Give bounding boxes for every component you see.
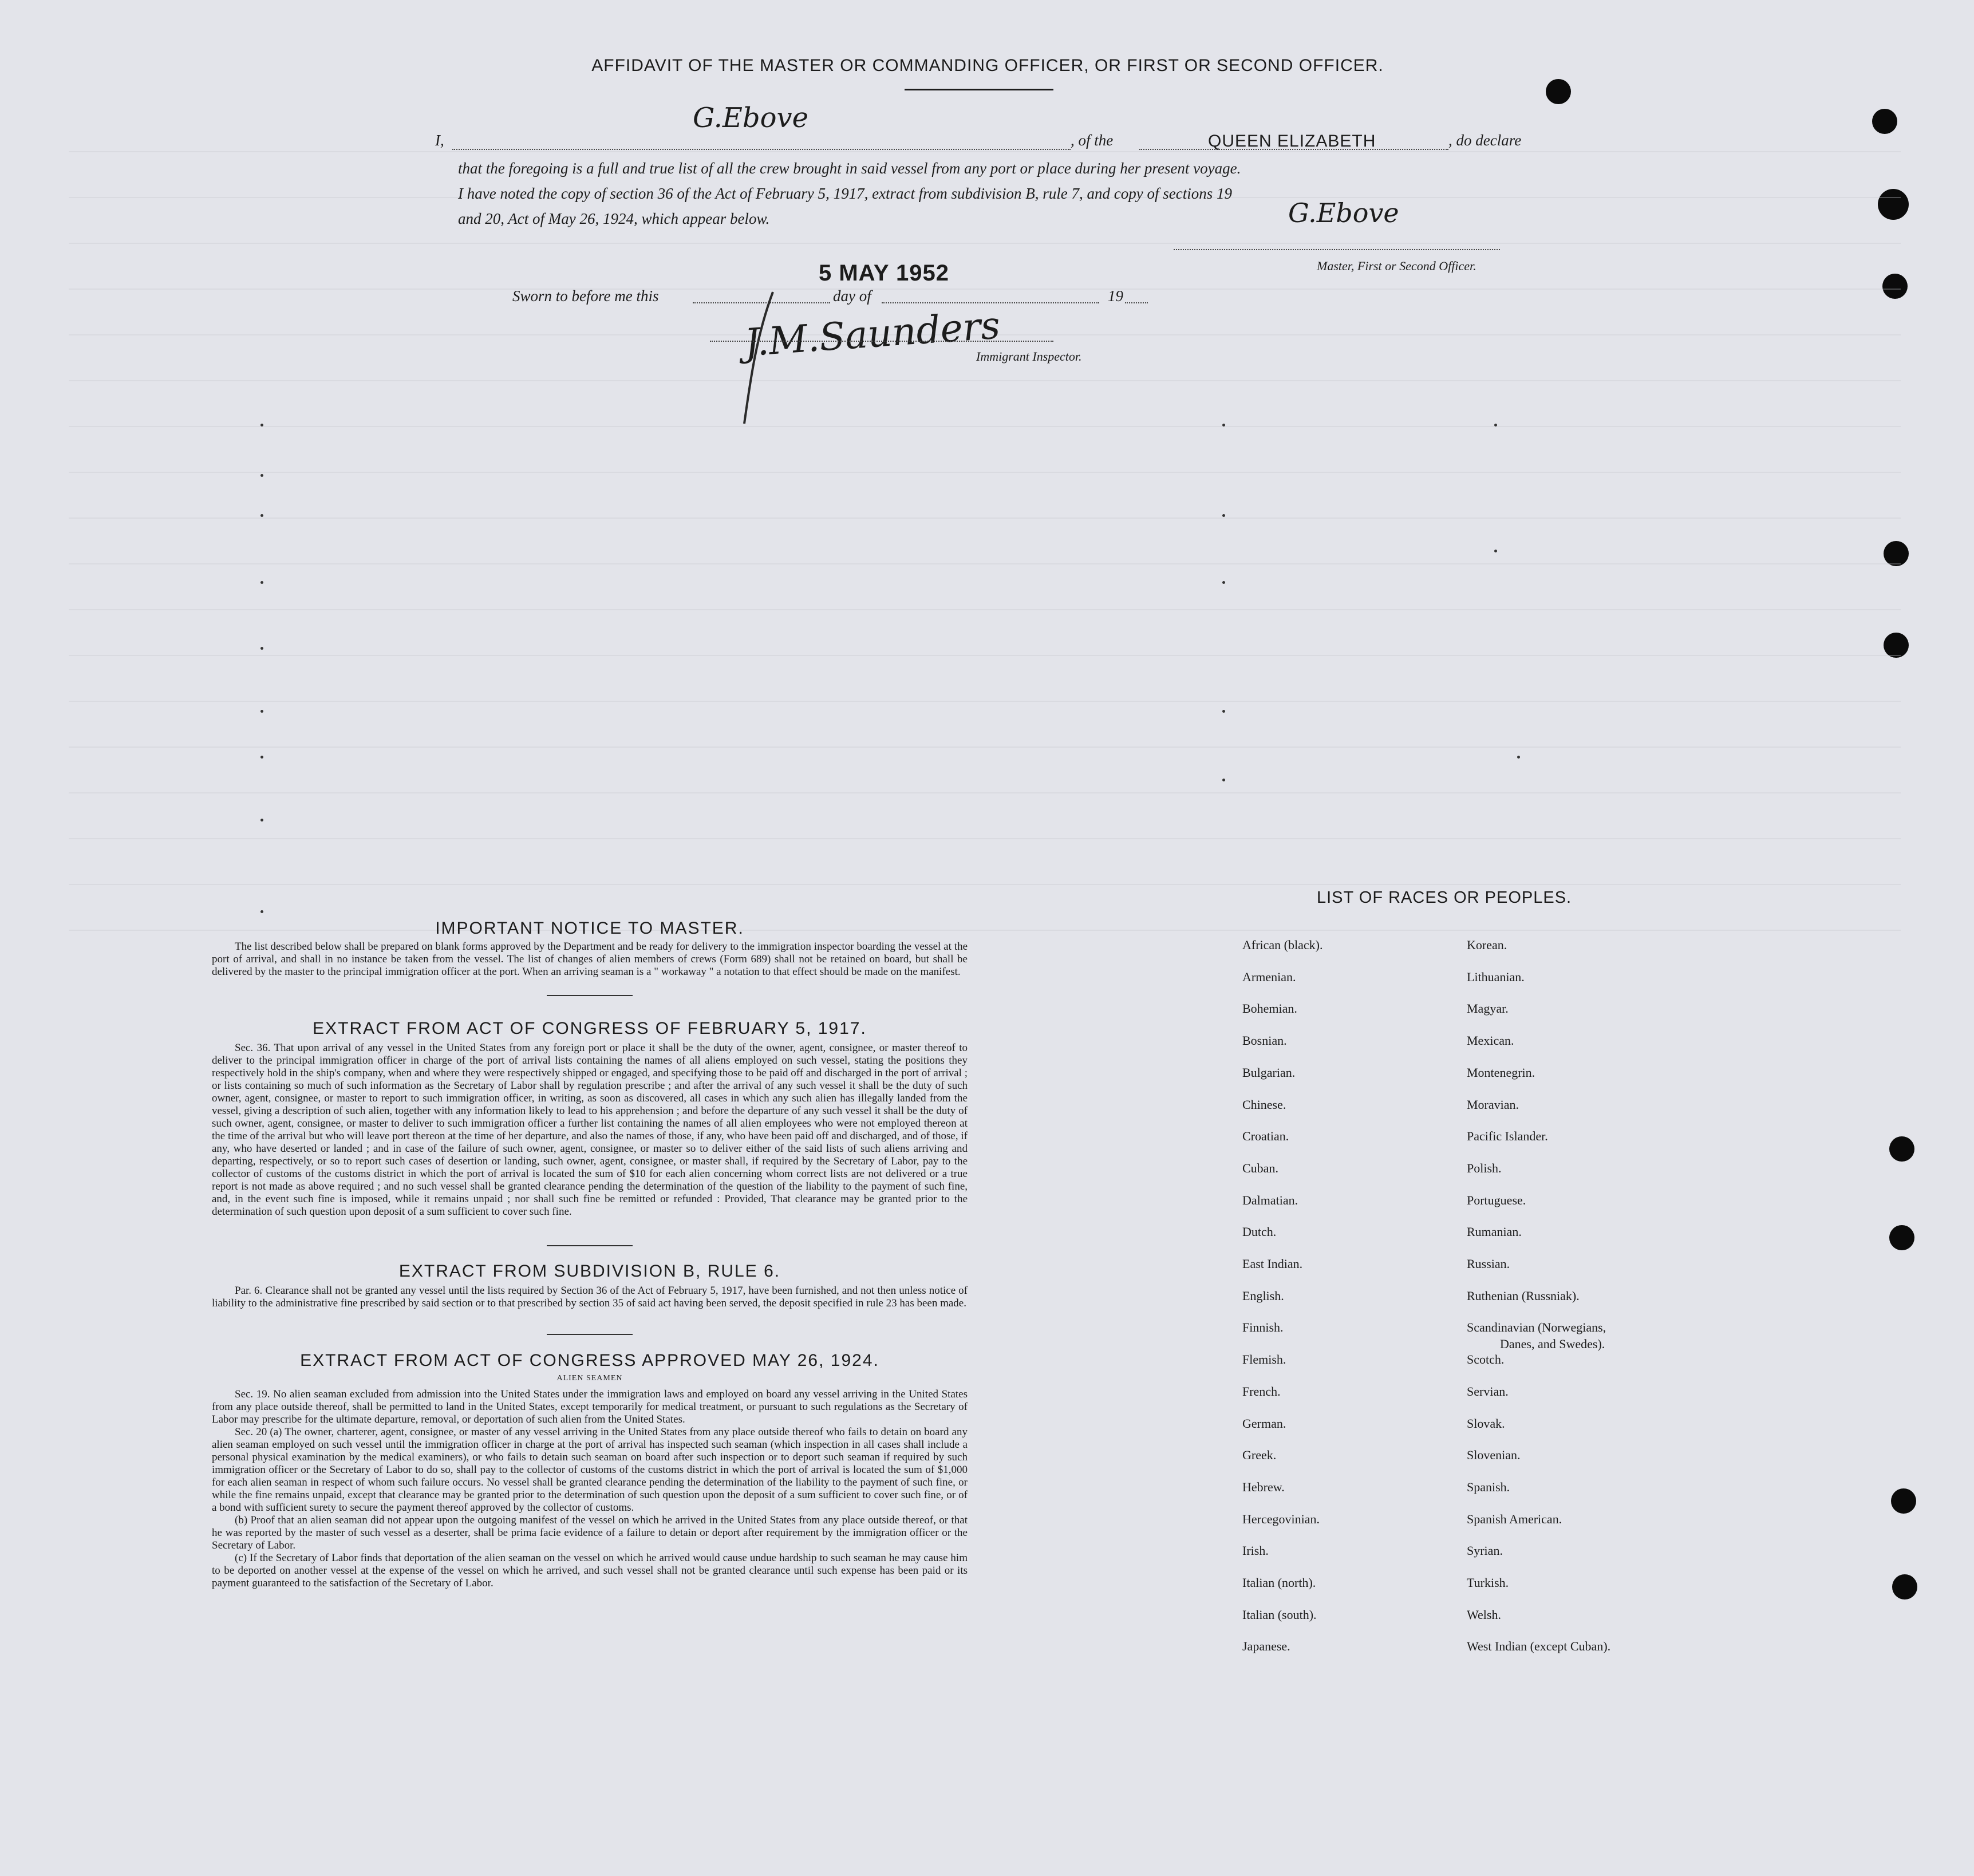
race-item: Welsh. <box>1467 1607 1501 1622</box>
race-item: Armenian. <box>1242 969 1296 984</box>
extract-1917-title: EXTRACT FROM ACT OF CONGRESS OF FEBRUARY 5, 1917. <box>313 1019 867 1038</box>
race-item: Korean. <box>1467 938 1507 952</box>
race-item: German. <box>1242 1416 1286 1431</box>
race-item: Polish. <box>1467 1160 1502 1175</box>
divider <box>547 1334 633 1335</box>
signature-flourish <box>733 286 790 435</box>
race-item: Scotch. <box>1467 1352 1505 1367</box>
race-item: Ruthenian (Russniak). <box>1467 1288 1580 1303</box>
race-item: Slovak. <box>1467 1416 1505 1431</box>
race-item: East Indian. <box>1242 1257 1303 1271</box>
year-prefix: 19 <box>1108 287 1123 305</box>
inspector-signature: J.M.Saunders <box>743 303 1002 365</box>
affidavit-line-4: and 20, Act of May 26, 1924, which appear below. <box>458 210 770 227</box>
rule6-title: EXTRACT FROM SUBDIVISION B, RULE 6. <box>398 1262 781 1281</box>
do-declare-label: , do declare <box>1448 132 1522 149</box>
punch-hole <box>1546 79 1571 104</box>
dot <box>260 581 263 584</box>
dot <box>1517 756 1520 759</box>
affidavit-line-3: I have noted the copy of section 36 of the Act of February 5, 1917, extract from subdivision B, rule 7, and copy of sections 19 <box>458 185 1232 202</box>
race-item: African (black). <box>1242 938 1323 952</box>
divider <box>547 995 633 996</box>
race-item: Portuguese. <box>1467 1192 1526 1207</box>
race-item: Scandinavian (Norwegians, <box>1467 1320 1606 1335</box>
alien-seamen-subtitle: ALIEN SEAMEN <box>556 1374 623 1383</box>
race-item: Italian (south). <box>1242 1607 1317 1622</box>
dot <box>260 474 263 477</box>
vessel-name-stamp: QUEEN ELIZABETH <box>1208 132 1376 151</box>
divider <box>547 1245 633 1246</box>
notice-title: IMPORTANT NOTICE TO MASTER. <box>435 919 744 938</box>
races-title: LIST OF RACES OR PEOPLES. <box>1317 888 1572 907</box>
race-item: Montenegrin. <box>1467 1065 1535 1080</box>
of-the-label: , of the <box>1071 132 1114 149</box>
race-item: Dalmatian. <box>1242 1192 1298 1207</box>
dot <box>260 910 263 913</box>
race-continuation: Danes, and Swedes). <box>1500 1337 1605 1351</box>
race-item: Turkish. <box>1467 1575 1509 1590</box>
dot <box>1222 779 1225 781</box>
dot <box>1494 424 1497 426</box>
race-item: Italian (north). <box>1242 1575 1316 1590</box>
title-underline <box>905 89 1053 90</box>
dot <box>260 647 263 650</box>
affidavit-i: I, <box>435 132 444 149</box>
bleed-through-texture <box>69 114 1901 973</box>
extract-1917-body: Sec. 36. That upon arrival of any vessel in the United States from any foreign port or place it shall be the duty of the owner, agent, consignee, or master thereof to deliver to the principal immigration officer in charge of the port of arrival lists containing the names of all aliens employed on such vessel, stating the positions they respectively hold in the ship's company, when and where they were respectively shipped or engaged, and specifying those to be paid off and discharged in the port of arrival ; or lists containing so much of such information as the Secretary of Labor shall by regulation prescribe ; and after the arrival of any such vessel it shall be the duty of such owner, agent, consignee, or master to report to such immigration officer, in writing, as soon as discovered, all cases in which any such alien has illegally landed from the vessel, giving a description of such alien, together with any information likely to lead to his apprehension ; and before the departure of any such vessel it shall be the duty of such owner, agent, consignee, or master to deliver to such immigration officer a further list containing the names of all alien employees who were not employed thereon at the time of the arrival but who will leave port thereon at the time of her departure, and also the names of those, if any, who have been paid off and discharged, and of those, if any, who have deserted or landed ; and in case of the failure of such owner, agent, consignee, or master so to deliver either of the said lists of such aliens arriving and departing, respectively, or so to report such cases of desertion or landing, such owner, agent, consignee, or master shall, if required by the Secretary of Labor, pay to the collector of customs of the customs district in which the port of arrival is located the sum of $10 for each alien concerning whom correct lists are not delivered or a true report is not made as above required ; and no such vessel shall be granted clearance pending the determination of the question of the liability to the payment of such fine, and, in the event such fine is imposed, while it remains unpaid ; nor shall such fine be remitted or refunded : Provided, That clearance may be granted prior to the determination of such question upon deposit of a sum sufficient to cover such fine. <box>212 1042 968 1218</box>
affidavit-title: AFFIDAVIT OF THE MASTER OR COMMANDING OFFICER, OR FIRST OR SECOND OFFICER. <box>591 56 1384 75</box>
race-item: Bulgarian. <box>1242 1065 1296 1080</box>
race-item: Hebrew. <box>1242 1479 1285 1494</box>
race-item: Pacific Islander. <box>1467 1129 1548 1144</box>
punch-hole <box>1889 1136 1914 1162</box>
race-item: French. <box>1242 1384 1281 1399</box>
date-stamp: 5 MAY 1952 <box>819 260 949 286</box>
dot <box>260 819 263 822</box>
affidavit-line-1 <box>424 102 1540 155</box>
rule6-body: Par. 6. Clearance shall not be granted any vessel until the lists required by Section 36 of the Act of February 5, 1917, have been furnished, and not then unless notice of liability to the administrative fine prescribed by said section or to that prescribed by section 35 of said act having been served, the deposit specified in rule 23 has been made. <box>212 1285 968 1309</box>
race-item: Flemish. <box>1242 1352 1286 1367</box>
race-item: Chinese. <box>1242 1097 1286 1112</box>
punch-hole <box>1891 1488 1916 1514</box>
notice-body: The list described below shall be prepared on blank forms approved by the Department and be ready for delivery to the immigration inspector boarding the vessel at the port of arrival, and shall in no instance be taken from the vessel. The list of changes of alien members of crews (Form 689) shall not be retained on board, but shall be delivered by the master to the principal immigration officer at the port. When an arriving seaman is a " workaway " a notation to that effect should be made on the manifest. <box>212 941 968 978</box>
sec19-paragraph: Sec. 19. No alien seaman excluded from admission into the United States under the immigration laws and employed on board any vessel arriving in the United States from any place outside thereof, shall be permitted to land in the United States, except temporarily for medical treatment, or pursuant to such regulations as the Secretary of Labor may prescribe for the ultimate departure, removal, or deportation of such alien from the United States. <box>212 1388 968 1425</box>
sworn-text: Sworn to before me this <box>512 287 659 305</box>
race-item: West Indian (except Cuban). <box>1467 1639 1611 1654</box>
race-item: Dutch. <box>1242 1225 1277 1239</box>
race-item: Croatian. <box>1242 1129 1289 1144</box>
race-item: Japanese. <box>1242 1639 1290 1654</box>
race-item: Spanish. <box>1467 1479 1510 1494</box>
extract-1924-title: EXTRACT FROM ACT OF CONGRESS APPROVED MAY 26, 1924. <box>300 1351 879 1370</box>
race-item: Hercegovinian. <box>1242 1511 1320 1526</box>
punch-hole <box>1889 1225 1914 1250</box>
race-item: Irish. <box>1242 1543 1269 1558</box>
dot <box>260 424 263 426</box>
dot <box>1222 710 1225 713</box>
sec20b-paragraph: (b) Proof that an alien seaman did not appear upon the outgoing manifest of the vessel on which he arrived in the United States from any place outside thereof, or that he was reported by the master of such vessel as a deserter, shall be prima facie evidence of a failure to detain or deport after requirement by the immigration officer or the Secretary of Labor. <box>212 1514 968 1551</box>
race-item: Russian. <box>1467 1257 1510 1271</box>
day-of-label: day of <box>833 287 871 305</box>
inspector-signature-line <box>710 341 1053 342</box>
dot <box>260 756 263 759</box>
race-item: Finnish. <box>1242 1320 1284 1335</box>
dot <box>260 710 263 713</box>
dot <box>1222 514 1225 517</box>
punch-hole <box>1892 1574 1917 1599</box>
year-blank <box>1125 302 1148 303</box>
race-item: Lithuanian. <box>1467 969 1525 984</box>
race-item: Moravian. <box>1467 1097 1519 1112</box>
race-item: Bohemian. <box>1242 1001 1297 1016</box>
master-signature: G.Ebove <box>1288 198 1399 228</box>
race-item: Rumanian. <box>1467 1225 1522 1239</box>
race-item: English. <box>1242 1288 1284 1303</box>
dot <box>1222 581 1225 584</box>
master-signature-line <box>1174 249 1500 250</box>
race-item: Cuban. <box>1242 1160 1278 1175</box>
name-blank <box>452 149 1071 150</box>
inspector-caption: Immigrant Inspector. <box>976 349 1082 364</box>
dot <box>1494 550 1497 552</box>
race-item: Bosnian. <box>1242 1033 1287 1048</box>
race-item: Slovenian. <box>1467 1448 1521 1463</box>
race-item: Mexican. <box>1467 1033 1514 1048</box>
affidavit-line-2: that the foregoing is a full and true list of all the crew brought in said vessel from any port or place during her present voyage. <box>458 160 1241 177</box>
master-caption: Master, First or Second Officer. <box>1317 259 1476 273</box>
sec20a-paragraph: Sec. 20 (a) The owner, charterer, agent, consignee, or master of any vessel arriving in the United States from any place outside thereof who fails to detain on board any alien seaman employed on such vessel until the immigration officer in charge at the port of arrival has inspected such seaman (which inspection in all cases shall include a personal physical examination by the medical examiners), or who fails to detain such seaman on board after such inspection or to deport such seaman if required by such immigration officer or the Secretary of Labor to do so, shall pay to the collector of customs of the customs district in which the port of arrival is located the sum of $1,000 for each alien seaman in respect of whom such failure occurs. No vessel shall be granted clearance pending the determination of the liability to the payment of such fine, or while the fine remains unpaid, except that clearance may be granted prior to the determination of such question upon the deposit of a sum sufficient to cover such fine, or of a bond with sufficient surety to secure the payment thereof approved by the collector of customs. <box>212 1426 968 1514</box>
dot <box>260 514 263 517</box>
race-item: Greek. <box>1242 1448 1277 1463</box>
race-item: Magyar. <box>1467 1001 1509 1016</box>
dot <box>1222 424 1225 426</box>
race-item: Syrian. <box>1467 1543 1503 1558</box>
master-name-handwritten: G.Ebove <box>693 102 809 134</box>
extract-1924-body <box>212 1388 968 1590</box>
race-item: Spanish American. <box>1467 1511 1562 1526</box>
sec20c-paragraph: (c) If the Secretary of Labor finds that deportation of the alien seaman on the vessel on which he arrived would cause undue hardship to such seaman he may cause him to be deported on another vessel at the expense of the vessel on which he arrived, and such vessel shall not be granted clearance until such expense has been paid or its payment guaranteed to the satisfaction of the Secretary of Labor. <box>212 1552 968 1589</box>
race-item: Servian. <box>1467 1384 1509 1399</box>
